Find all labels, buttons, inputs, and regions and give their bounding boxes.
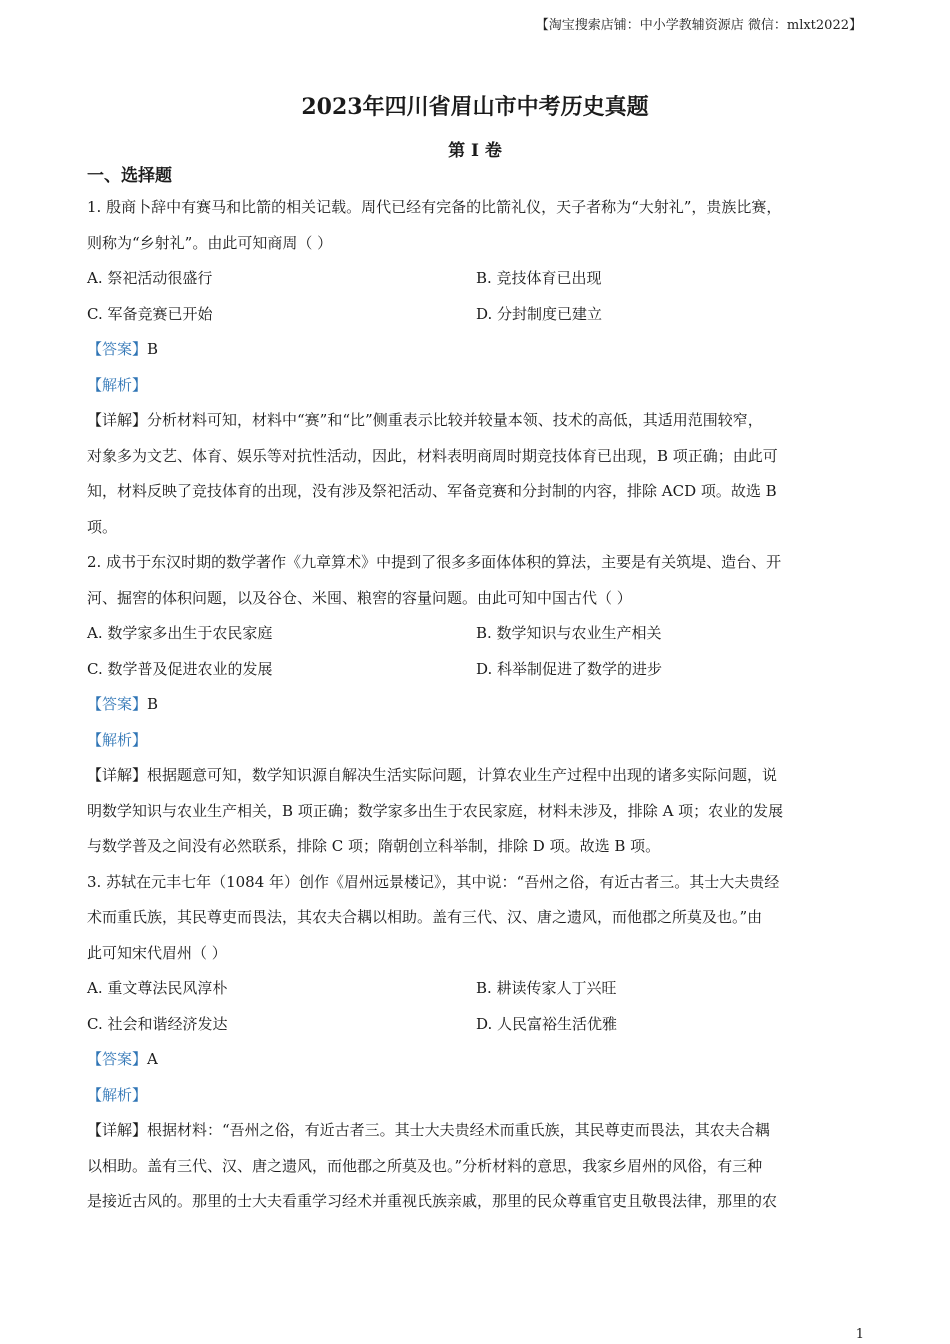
detail-line: 与数学普及之间没有必然联系，排除 C 项；隋朝创立科举制，排除 D 项。故选 B 项。 — [87, 837, 661, 855]
answer-value: B — [147, 695, 159, 713]
answer-value: A — [147, 1050, 158, 1068]
detail-line — [87, 758, 867, 794]
question-stem-line: 此可知宋代眉州（ ） — [87, 943, 227, 962]
document-body — [87, 162, 867, 1220]
answer-label: 【答案】 — [87, 1050, 148, 1068]
volume-subtitle: 第 I 卷 — [448, 141, 502, 161]
detail-line: 明数学知识与农业生产相关，B 项正确；数学家多出生于农民家庭，材料未涉及，排除 A 项；农业的发展 — [87, 801, 784, 820]
detail-label: 【详解】 — [87, 1121, 148, 1139]
header-note: 【淘宝搜索店铺：中小学教辅资源店 微信：mlxt2022】 — [535, 18, 862, 33]
question-1 — [87, 190, 867, 545]
options-row — [87, 616, 867, 652]
detail-line — [87, 1113, 867, 1149]
page-number: 1 — [855, 1327, 864, 1342]
option-c: C. 数学普及促进农业的发展 — [87, 659, 273, 678]
question-stem-line: 2. 成书于东汉时期的数学著作《九章算术》中提到了很多多面体体积的算法，主要是有关筑堤、造台、开 — [87, 553, 782, 571]
detail-line: 对象多为文艺、体育、娱乐等对抗性活动，因此，材料表明商周时期竞技体育已出现，B 项正确；由此可 — [87, 446, 778, 465]
options-row — [87, 1007, 867, 1043]
answer-line — [87, 332, 867, 368]
detail-line: 项。 — [87, 517, 118, 536]
analysis-label: 【解析】 — [87, 1085, 148, 1104]
answer-label: 【答案】 — [87, 340, 148, 358]
page-title: 2023年四川省眉山市中考历史真题 — [301, 94, 649, 120]
options-row — [87, 297, 867, 333]
analysis-line — [87, 723, 867, 759]
option-a: A. 重文尊法民风淳朴 — [87, 979, 228, 997]
answer-value: B — [147, 340, 159, 358]
question-2 — [87, 545, 867, 865]
option-a: A. 数学家多出生于农民家庭 — [87, 624, 273, 642]
detail-text: 分析材料可知，材料中“赛”和“比”侧重表示比较并较量本领、技术的高低，其适用范围较窄， — [147, 411, 763, 429]
option-b: B. 竞技体育已出现 — [476, 269, 602, 287]
answer-line — [87, 687, 867, 723]
detail-label: 【详解】 — [87, 411, 148, 429]
option-a: A. 祭祀活动很盛行 — [87, 269, 213, 287]
options-row — [87, 652, 867, 688]
analysis-line — [87, 1078, 867, 1114]
option-d: D. 分封制度已建立 — [476, 304, 603, 323]
question-stem-line: 3. 苏轼在元丰七年（1084 年）创作《眉州远景楼记》，其中说：“吾州之俗，有近古者三。其士大夫贵经 — [87, 872, 780, 891]
question-stem-line: 则称为“乡射礼”。由此可知商周（ ） — [87, 233, 333, 252]
question-stem-line: 河、掘窖的体积问题，以及谷仓、米囤、粮窖的容量问题。由此可知中国古代（ ） — [87, 588, 632, 607]
detail-line — [87, 403, 867, 439]
option-c: C. 军备竞赛已开始 — [87, 304, 213, 323]
analysis-line — [87, 368, 867, 404]
question-3 — [87, 865, 867, 1220]
analysis-label: 【解析】 — [87, 375, 148, 394]
options-row — [87, 261, 867, 297]
detail-line: 知，材料反映了竞技体育的出现，没有涉及祭祀活动、军备竞赛和分封制的内容，排除 ACD 项。故选 B — [87, 482, 777, 500]
detail-label: 【详解】 — [87, 766, 148, 784]
detail-text: 根据题意可知，数学知识源自解决生活实际问题，计算农业生产过程中出现的诸多实际问题，说 — [147, 766, 778, 784]
option-c: C. 社会和谐经济发达 — [87, 1014, 228, 1033]
option-b: B. 耕读传家人丁兴旺 — [476, 979, 617, 997]
section-heading: 一、选择题 — [87, 166, 172, 186]
detail-line: 是接近古风的。那里的士大夫看重学习经术并重视氏族亲戚，那里的民众尊重官吏且敬畏法律，那里的农 — [87, 1192, 778, 1210]
option-d: D. 人民富裕生活优雅 — [476, 1014, 618, 1033]
answer-label: 【答案】 — [87, 695, 148, 713]
detail-text: 根据材料：“吾州之俗，有近古者三。其士大夫贵经术而重氏族，其民尊吏而畏法，其农夫合耦 — [147, 1121, 770, 1139]
question-stem-line: 1. 殷商卜辞中有赛马和比箭的相关记载。周代已经有完备的比箭礼仪，天子者称为“大射礼”，贵族比赛， — [87, 198, 782, 216]
options-row — [87, 971, 867, 1007]
detail-line: 以相助。盖有三代、汉、唐之遗风，而他郡之所莫及也。”分析材料的意思，我家乡眉州的风俗，有三种 — [87, 1156, 763, 1175]
option-b: B. 数学知识与农业生产相关 — [476, 624, 662, 642]
analysis-label: 【解析】 — [87, 730, 148, 749]
question-stem-line: 术而重氏族，其民尊吏而畏法，其农夫合耦以相助。盖有三代、汉、唐之遗风，而他郡之所莫及也。”由 — [87, 908, 763, 926]
option-d: D. 科举制促进了数学的进步 — [476, 659, 663, 678]
answer-line — [87, 1042, 867, 1078]
